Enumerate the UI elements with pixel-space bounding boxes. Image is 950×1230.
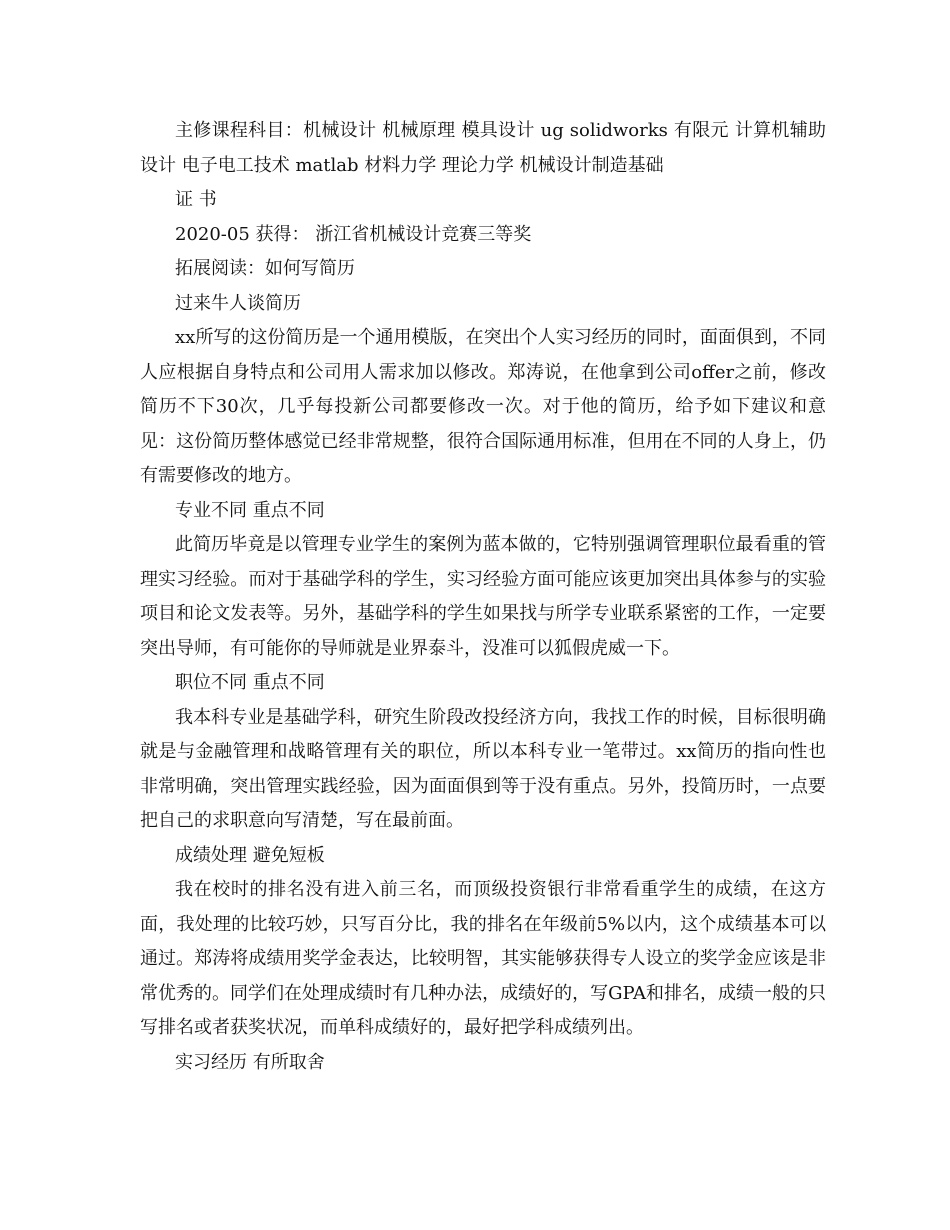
extended-reading-heading: 拓展阅读：如何写简历 <box>175 258 355 279</box>
section-heading: 过来牛人谈简历 <box>175 292 301 314</box>
certificates-heading: 证 书 <box>175 189 217 210</box>
body-paragraph: xx所写的这份简历是一个通用模版，在突出个人实习经历的同时，面面俱到，不同人应根据自身特点和公司用人需求加以修改。郑涛说，在他拿到公司offer之前，修改简历不下30次，几乎每投新公司都要修改一次。对于他的简历，给予如下建议和意见：这份简历整体感觉已经非常规整，很符合国际通用标准，但用在不同的人身上，仍有需要修改的地方。 <box>140 327 826 486</box>
document-body <box>140 114 826 1080</box>
body-paragraph: 我在校时的排名没有进入前三名，而顶级投资银行非常看重学生的成绩，在这方面，我处理的比较巧妙，只写百分比，我的排名在年级前5%以内，这个成绩基本可以通过。郑涛将成绩用奖学金表达，比较明智，其实能够获得专人设立的奖学金应该是非常优秀的。同学们在处理成绩时有几种办法，成绩好的，写GPA和排名，成绩一般的只写排名或者获奖状况，而单科成绩好的，最好把学科成绩列出。 <box>140 879 826 1038</box>
section-heading: 职位不同 重点不同 <box>175 672 325 693</box>
body-paragraph: 此简历毕竟是以管理专业学生的案例为蓝本做的，它特别强调管理职位最看重的管理实习经验。而对于基础学科的学生，实习经验方面可能应该更加突出具体参与的实验项目和论文发表等。另外，基础学科的学生如果找与所学专业联系紧密的工作，一定要突出导师，有可能你的导师就是业界泰斗，没准可以狐假虎威一下。 <box>140 534 826 659</box>
section-heading: 专业不同 重点不同 <box>175 499 325 521</box>
award-line: 2020-05 获得： 浙江省机械设计竞赛三等奖 <box>175 223 532 245</box>
section-heading: 实习经历 有所取舍 <box>175 1051 325 1073</box>
body-paragraph: 我本科专业是基础学科，研究生阶段改投经济方向，我找工作的时候，目标很明确就是与金融管理和战略管理有关的职位，所以本科专业一笔带过。xx简历的指向性也非常明确，突出管理实践经验，因为面面俱到等于没有重点。另外，投简历时，一点要把自己的求职意向写清楚，写在最前面。 <box>140 706 826 831</box>
courses-paragraph: 主修课程科目：机械设计 机械原理 模具设计 ug solidworks 有限元 计算机辅助设计 电子电工技术 matlab 材料力学 理论力学 机械设计制造基础 <box>140 120 826 176</box>
section-heading: 成绩处理 避免短板 <box>175 844 325 866</box>
